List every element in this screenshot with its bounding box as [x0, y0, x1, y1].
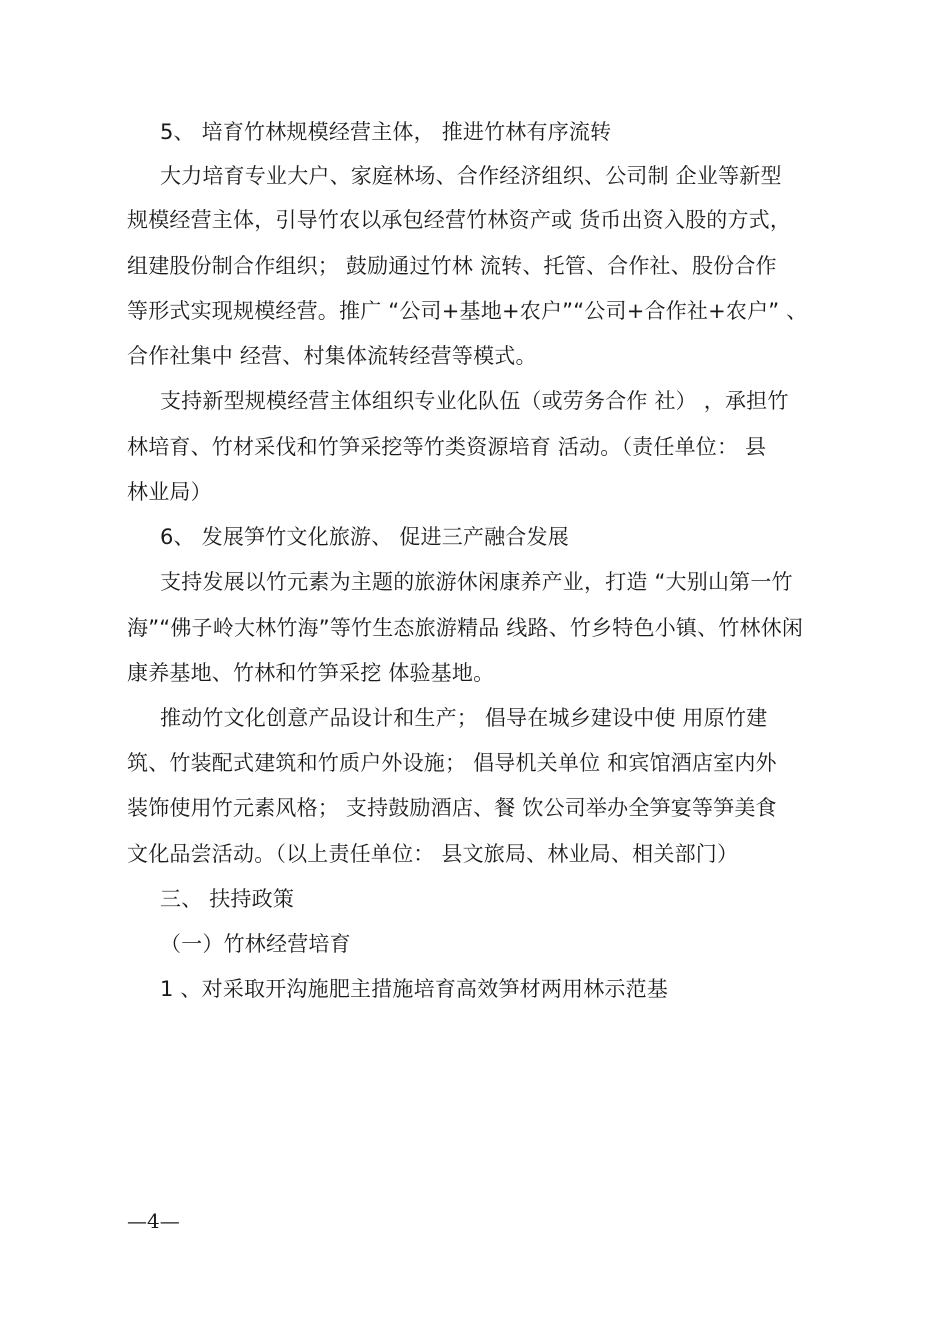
- paragraph-line: 文化品尝活动。（以上责任单位： 县文旅局、林业局、相关部门）: [127, 842, 739, 866]
- paragraph-line: 康养基地、竹林和竹笋采挖 体验基地。: [127, 661, 495, 685]
- section-heading: 三、 扶持政策: [160, 887, 295, 911]
- paragraph-line: 林业局）: [127, 480, 212, 504]
- page-number: —4—: [127, 1209, 180, 1233]
- paragraph-line: 装饰使用竹元素风格； 支持鼓励酒店、餐 饮公司举办全笋宴等笋美食: [127, 796, 777, 820]
- paragraph-line: 规模经营主体，引导竹农以承包经营竹林资产或 货币出资入股的方式，: [127, 208, 792, 232]
- heading-5: 5、 培育竹林规模经营主体， 推进竹林有序流转: [160, 120, 612, 144]
- paragraph-line: 等形式实现规模经营。推广 “公司+基地+农户”“公司+合作社+农户” 、: [127, 299, 808, 323]
- paragraph-line: 大力培育专业大户、家庭林场、合作经济组织、公司制 企业等新型: [160, 164, 782, 188]
- paragraph-line: 林培育、竹材采伐和竹笋采挖等竹类资源培育 活动。（责任单位： 县: [127, 435, 767, 459]
- paragraph-line: 组建股份制合作组织； 鼓励通过竹林 流转、托管、合作社、股份合作: [127, 254, 777, 278]
- subsection-heading: （一）竹林经营培育: [160, 932, 351, 956]
- paragraph-line: 海”“佛子岭大林竹海”等竹生态旅游精品 线路、竹乡特色小镇、竹林休闲: [127, 616, 804, 640]
- paragraph-line: 筑、竹装配式建筑和竹质户外设施； 倡导机关单位 和宾馆酒店室内外: [127, 751, 777, 775]
- paragraph-line: 推动竹文化创意产品设计和生产； 倡导在城乡建设中使 用原竹建: [160, 706, 768, 730]
- paragraph-line: 1 、对采取开沟施肥主措施培育高效笋材两用林示范基: [160, 977, 669, 1001]
- paragraph-line: 支持新型规模经营主体组织专业化队伍（或劳务合作 社） ，承担竹: [160, 389, 789, 413]
- paragraph-line: 合作社集中 经营、村集体流转经营等模式。: [127, 344, 537, 368]
- paragraph-line: 支持发展以竹元素为主题的旅游休闲康养产业，打造 “大别山第一竹: [160, 570, 793, 594]
- heading-6: 6、 发展笋竹文化旅游、 促进三产融合发展: [160, 525, 569, 549]
